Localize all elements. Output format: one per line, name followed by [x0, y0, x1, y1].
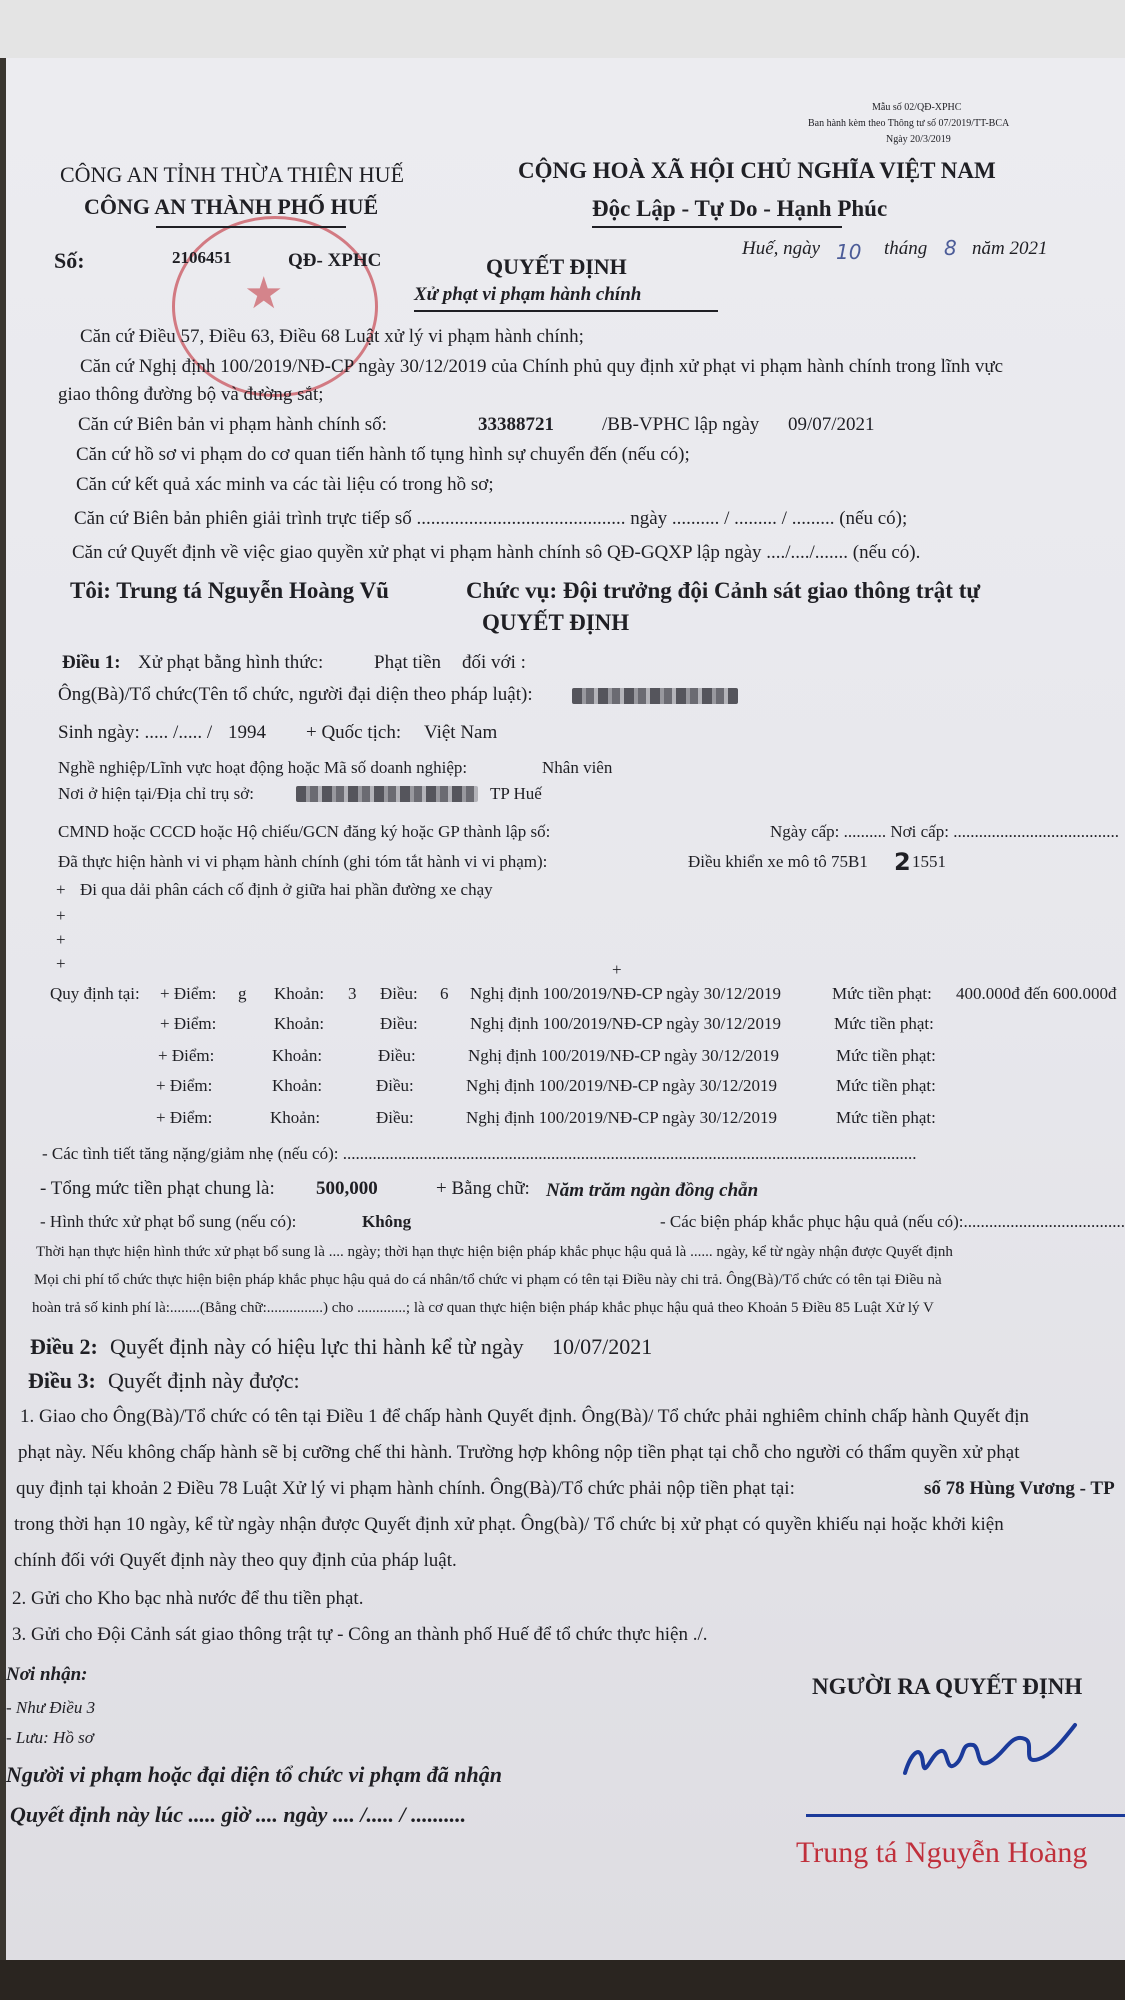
reg1-dieu-v: 6: [440, 984, 449, 1003]
address-label: Nơi ở hiện tại/Địa chỉ trụ sở:: [58, 784, 254, 803]
document-page: [6, 58, 1125, 1960]
official-me: Tôi: Trung tá Nguyễn Hoàng Vũ: [70, 578, 389, 603]
article3-line3: quy định tại khoản 2 Điều 78 Luật Xử lý vi phạm hành chính. Ông(Bà)/Tổ chức phải nộp tiền phạt tại:: [16, 1478, 795, 1499]
reg5-khoan: Khoản:: [270, 1108, 321, 1127]
date-day: 10: [836, 240, 862, 264]
top-bar: [0, 0, 1125, 58]
bottom-bar: [0, 1960, 1125, 2000]
nation-underline: [592, 226, 842, 228]
form-issued-date: Ngày 20/3/2019: [886, 134, 951, 145]
address-tail: TP Huế: [490, 784, 542, 803]
fine-print-1: Thời hạn thực hiện hình thức xử phạt bổ sung là .... ngày; thời hạn thực hiện biện pháp khắc phục hậu quả là ...... ngày, kể từ ngày nhận được Quyết định: [36, 1244, 953, 1260]
plus-1: +: [56, 880, 66, 899]
article3-text: Quyết định này được:: [108, 1368, 300, 1393]
record-label: Căn cứ Biên bản vi phạm hành chính số:: [78, 414, 387, 435]
article1-form-label: Xử phạt bằng hình thức:: [138, 652, 324, 673]
article3-line1: 1. Giao cho Ông(Bà)/Tổ chức có tên tại Điều 1 để chấp hành Quyết định. Ông(Bà)/ Tổ chức phải nghiêm chỉnh chấp hành Quyết địn: [20, 1406, 1030, 1427]
form-code: Mẫu số 02/QĐ-XPHC: [872, 102, 962, 113]
reg4-diem: + Điểm:: [156, 1076, 213, 1095]
reg3-decree: Nghị định 100/2019/NĐ-CP ngày 30/12/2019: [468, 1046, 780, 1065]
reg3-dieu: Điều:: [378, 1046, 416, 1065]
basis-2: Căn cứ Nghị định 100/2019/NĐ-CP ngày 30/12/2019 của Chính phủ quy định xử phạt vi phạm hành chính trong lĩnh vực: [80, 356, 1004, 377]
reg1-dieu: Điều:: [380, 984, 418, 1003]
fine-print-2: Mọi chi phí tổ chức thực hiện biện pháp khắc phục hậu quả do cá nhân/tổ chức vi phạm có tên tại Điều này chi trả. Ông(Bà)/Tổ chức có tên tại Điều nà: [34, 1272, 942, 1288]
agency-line2: CÔNG AN THÀNH PHỐ HUẾ: [84, 194, 379, 219]
reg2-dieu: Điều:: [380, 1014, 418, 1033]
plate-overwrite: 2: [894, 848, 911, 876]
plus-5: +: [612, 960, 622, 979]
date-month-label: tháng: [884, 238, 928, 259]
reg1-diem: + Điểm:: [160, 984, 217, 1003]
reg1-fine-label: Mức tiền phạt:: [832, 984, 932, 1003]
reg3-khoan: Khoản:: [272, 1046, 323, 1065]
acknowledge-line1: Người vi phạm hoặc đại diện tổ chức vi phạm đã nhận: [6, 1762, 502, 1787]
article3-line7: 3. Gửi cho Đội Cảnh sát giao thông trật tự - Công an thành phố Huế để tổ chức thực hiện ./.: [12, 1624, 708, 1645]
decision-title: QUYẾT ĐỊNH: [482, 610, 630, 635]
reg4-decree: Nghị định 100/2019/NĐ-CP ngày 30/12/2019: [466, 1076, 778, 1095]
title-main: QUYẾT ĐỊNH: [486, 254, 627, 279]
signature-line: [806, 1814, 1125, 1817]
total-label: - Tổng mức tiền phạt chung là:: [40, 1178, 275, 1199]
reg4-khoan: Khoản:: [272, 1076, 323, 1095]
record-suffix: /BB-VPHC lập ngày: [602, 414, 760, 435]
reg5-diem: + Điểm:: [156, 1108, 213, 1127]
basis-3: giao thông đường bộ và đường sắt;: [58, 384, 324, 405]
additional-value: Không: [362, 1212, 412, 1231]
job: Nhân viên: [542, 758, 613, 777]
signer-title: NGƯỜI RA QUYẾT ĐỊNH: [812, 1674, 1083, 1699]
redacted-address: [296, 786, 478, 802]
reg2-decree: Nghị định 100/2019/NĐ-CP ngày 30/12/2019: [470, 1014, 782, 1033]
nation-line2: Độc Lập - Tự Do - Hạnh Phúc: [592, 196, 888, 221]
date-place: Huế, ngày: [742, 238, 821, 259]
basis-5: Căn cứ kết quả xác minh va các tài liệu có trong hồ sơ;: [76, 474, 494, 495]
id-label: CMND hoặc CCCD hoặc Hộ chiếu/GCN đăng ký hoặc GP thành lập số:: [58, 822, 551, 841]
recipients-heading: Nơi nhận:: [6, 1664, 88, 1685]
doc-number: 2106451: [172, 248, 232, 267]
reg1-diem-v: g: [238, 984, 247, 1003]
pay-place: số 78 Hùng Vương - TP: [924, 1478, 1115, 1499]
record-date: 09/07/2021: [788, 414, 875, 435]
reg-label: Quy định tại:: [50, 984, 140, 1003]
article3-line6: 2. Gửi cho Kho bạc nhà nước để thu tiền phạt.: [12, 1588, 364, 1609]
acknowledge-line2: Quyết định này lúc ..... giờ .... ngày .... /..... / ..........: [10, 1802, 467, 1827]
agency-underline: [156, 226, 346, 228]
reg1-fine: 400.000đ đến 600.000đ: [956, 984, 1117, 1003]
violation-vehicle: Điều khiển xe mô tô 75B1: [688, 852, 868, 871]
id-issue: Ngày cấp: .......... Nơi cấp: .......................................: [770, 822, 1119, 841]
article1-form-value: Phạt tiền: [374, 652, 442, 673]
total-words: Năm trăm ngàn đồng chẵn: [546, 1180, 759, 1201]
agency-line1: CÔNG AN TỈNH THỪA THIÊN HUẾ: [60, 162, 405, 187]
reg3-diem: + Điểm:: [158, 1046, 215, 1065]
basis-7: Căn cứ Quyết định về việc giao quyền xử phạt vi phạm hành chính sô QĐ-GQXP lập ngày ..../..../....... (nếu có).: [72, 542, 921, 563]
stamp-star-icon: ★: [244, 269, 284, 318]
reg4-fine-label: Mức tiền phạt:: [836, 1076, 936, 1095]
dob-year: 1994: [228, 722, 266, 743]
remedy: - Các biện pháp khắc phục hậu quả (nếu có):......................................: [660, 1212, 1125, 1231]
reg2-khoan: Khoản:: [274, 1014, 325, 1033]
signer-name: Trung tá Nguyễn Hoàng: [796, 1836, 1088, 1869]
article3-heading: Điều 3:: [28, 1368, 96, 1393]
article3-line4: trong thời hạn 10 ngày, kể từ ngày nhận được Quyết định xử phạt. Ông(bà)/ Tổ chức bị xử phạt có quyền khiếu nại hoặc khởi kiện: [14, 1514, 1004, 1535]
official-position: Chức vụ: Đội trưởng đội Cảnh sát giao thông trật tự: [466, 578, 981, 603]
plate-tail: 1551: [912, 852, 946, 871]
fine-print-3: hoàn trả số kinh phí là:........(Bằng chữ:...............) cho .............; là cơ quan thực hiện biện pháp khắc phục hậu quả theo Khoản 5 Điều 85 Luật Xử lý V: [32, 1300, 934, 1316]
reg2-diem: + Điểm:: [160, 1014, 217, 1033]
reg4-dieu: Điều:: [376, 1076, 414, 1095]
article2-heading: Điều 2:: [30, 1334, 98, 1359]
article1-towards: đối với :: [462, 652, 526, 673]
nationality-label: + Quốc tịch:: [306, 722, 402, 743]
form-issued-with: Ban hành kèm theo Thông tư số 07/2019/TT-BCA: [808, 118, 1010, 129]
recipient-1: - Như Điều 3: [6, 1698, 96, 1717]
article3-line5: chính đối với Quyết định này theo quy định của pháp luật.: [14, 1550, 457, 1571]
total-words-label: + Bằng chữ:: [436, 1178, 530, 1199]
article2-date: 10/07/2021: [552, 1334, 653, 1359]
recipient-2: - Lưu: Hồ sơ: [6, 1728, 94, 1747]
basis-1: Căn cứ Điều 57, Điều 63, Điều 68 Luật xử lý vi phạm hành chính;: [80, 326, 584, 347]
article3-line2: phạt này. Nếu không chấp hành sẽ bị cưỡng chế thi hành. Trường hợp không nộp tiền phạt tại chỗ cho người có thẩm quyền xử phạt: [18, 1442, 1020, 1463]
date-year: năm 2021: [972, 238, 1048, 259]
reg5-dieu: Điều:: [376, 1108, 414, 1127]
article2-text: Quyết định này có hiệu lực thi hành kể từ ngày: [110, 1334, 524, 1359]
violation-label: Đã thực hiện hành vi vi phạm hành chính (ghi tóm tắt hành vi vi phạm):: [58, 852, 548, 871]
redacted-name: [572, 688, 738, 704]
dob-label: Sinh ngày: ..... /..... /: [58, 722, 213, 743]
reg5-decree: Nghị định 100/2019/NĐ-CP ngày 30/12/2019: [466, 1108, 778, 1127]
nationality: Việt Nam: [424, 722, 498, 743]
job-label: Nghề nghiệp/Lĩnh vực hoạt động hoặc Mã số doanh nghiệp:: [58, 758, 468, 777]
date-month: 8: [944, 236, 957, 260]
reg1-khoan: Khoản:: [274, 984, 325, 1003]
reg1-khoan-v: 3: [348, 984, 357, 1003]
reg5-fine-label: Mức tiền phạt:: [836, 1108, 936, 1127]
basis-6: Căn cứ Biên bản phiên giải trình trực tiếp số ............................................ ngày .......... / ......... / ......... (nếu có);: [74, 508, 908, 529]
plus-3: +: [56, 930, 66, 949]
aggravating: - Các tình tiết tăng nặng/giảm nhẹ (nếu có): .......................................................................................................................................: [42, 1144, 917, 1163]
record-number: 33388721: [478, 414, 554, 435]
article1-heading: Điều 1:: [62, 652, 121, 673]
additional-label: - Hình thức xử phạt bổ sung (nếu có):: [40, 1212, 297, 1231]
total-value: 500,000: [316, 1178, 378, 1199]
doc-no-label: Số:: [54, 248, 85, 273]
reg3-fine-label: Mức tiền phạt:: [836, 1046, 936, 1065]
violation-item: Đi qua dải phân cách cố định ở giữa hai phần đường xe chạy: [80, 880, 493, 899]
reg2-fine-label: Mức tiền phạt:: [834, 1014, 934, 1033]
doc-suffix: QĐ- XPHC: [288, 250, 382, 271]
signature: [901, 1713, 1081, 1793]
title-underline: [414, 310, 718, 312]
title-sub: Xử phạt vi phạm hành chính: [414, 284, 642, 305]
basis-4: Căn cứ hồ sơ vi phạm do cơ quan tiến hành tố tụng hình sự chuyển đến (nếu có);: [76, 444, 690, 465]
reg1-decree: Nghị định 100/2019/NĐ-CP ngày 30/12/2019: [470, 984, 782, 1003]
plus-2: +: [56, 906, 66, 925]
nation-line1: CỘNG HOÀ XÃ HỘI CHỦ NGHĨA VIỆT NAM: [518, 158, 996, 183]
person-label: Ông(Bà)/Tổ chức(Tên tổ chức, người đại diện theo pháp luật):: [58, 684, 533, 705]
plus-4: +: [56, 954, 66, 973]
